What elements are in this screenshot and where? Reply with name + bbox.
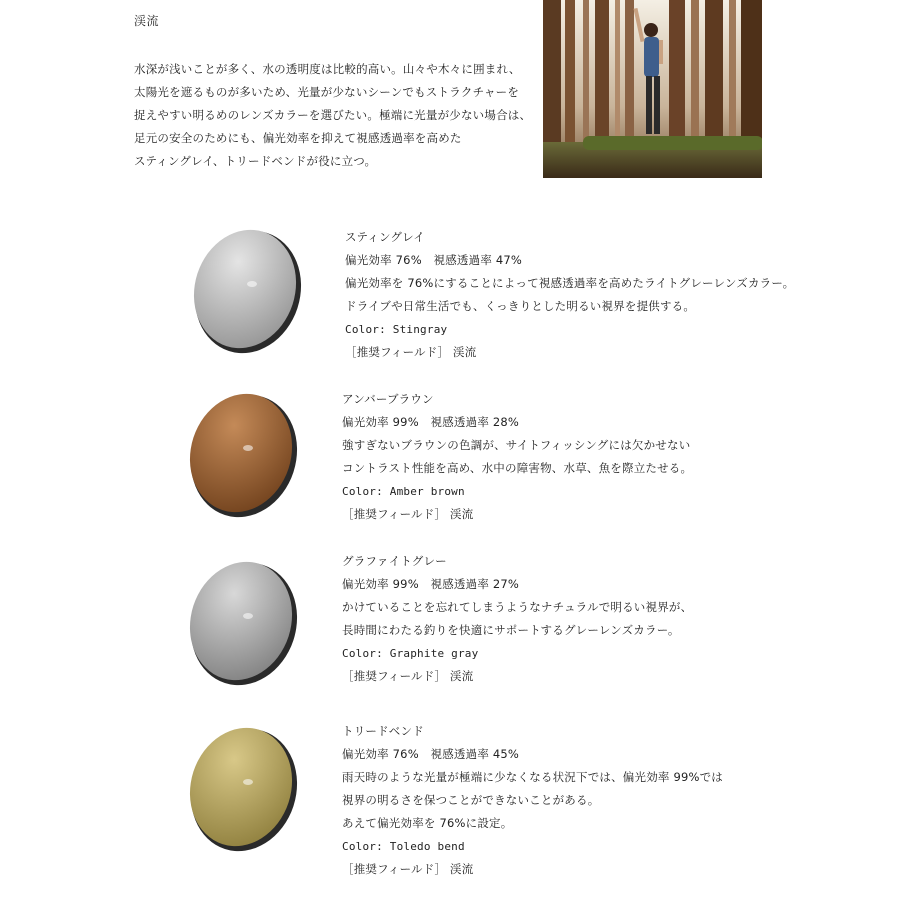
- lens-field: ［推奨フィールド］ 渓流: [342, 669, 474, 683]
- lens-specs: 偏光効率 99% 視感透過率 27%: [342, 577, 520, 591]
- lens-desc: 強すぎないブラウンの色調が、サイトフィッシングには欠かせない: [342, 438, 691, 452]
- intro-line: 太陽光を遮るものが多いため、光量が少ないシーンでもストラクチャーを: [134, 85, 520, 99]
- lens-stingray-icon: [190, 226, 302, 356]
- lens-specs: 偏光効率 99% 視感透過率 28%: [342, 415, 520, 429]
- lens-info-toledo-bend: [342, 720, 723, 881]
- lens-info-stingray: [345, 226, 794, 364]
- lens-desc: あえて偏光効率を 76%に設定。: [342, 816, 513, 830]
- lens-glare: [243, 779, 253, 785]
- lens-color: Color: Amber brown: [342, 485, 465, 498]
- lens-field: ［推奨フィールド］ 渓流: [345, 345, 477, 359]
- lens-glare: [243, 613, 253, 619]
- lens-field: ［推奨フィールド］ 渓流: [342, 862, 474, 876]
- lens-name: アンバーブラウン: [342, 392, 434, 406]
- lens-desc: かけていることを忘れてしまうようなナチュラルで明るい視界が、: [342, 600, 693, 614]
- intro-line: スティングレイ、トリードベンドが役に立つ。: [134, 154, 377, 168]
- lens-name: トリードベンド: [342, 724, 424, 738]
- lens-color: Color: Stingray: [345, 323, 448, 336]
- lens-desc: 長時間にわたる釣りを快適にサポートするグレーレンズカラー。: [342, 623, 680, 637]
- lens-glare: [243, 445, 253, 451]
- lens-graphite-gray-icon: [186, 558, 298, 688]
- forest-photo: [543, 0, 762, 178]
- lens-specs: 偏光効率 76% 視感透過率 45%: [342, 747, 520, 761]
- lens-desc: ドライブや日常生活でも、くっきりとした明るい視界を提供する。: [345, 299, 696, 313]
- intro-line: 足元の安全のためにも、偏光効率を抑えて視感透過率を高めた: [134, 131, 462, 145]
- lens-name: グラファイトグレー: [342, 554, 447, 568]
- intro-title: 渓流: [134, 14, 160, 28]
- lens-glare: [247, 281, 257, 287]
- lens-desc: 偏光効率を 76%にすることによって視感透過率を高めたライトグレーレンズカラー。: [345, 276, 795, 290]
- lens-field: ［推奨フィールド］ 渓流: [342, 507, 474, 521]
- intro-line: 捉えやすい明るめのレンズカラーを選びたい。極端に光量が少ない場合は、: [134, 108, 532, 122]
- lens-name: スティングレイ: [345, 230, 425, 244]
- lens-info-amber-brown: [342, 388, 692, 526]
- lens-color: Color: Toledo bend: [342, 840, 465, 853]
- lens-toledo-bend-icon: [186, 724, 298, 854]
- lens-specs: 偏光効率 76% 視感透過率 47%: [345, 253, 523, 267]
- intro-line: 水深が浅いことが多く、水の透明度は比較的高い。山々や木々に囲まれ、: [134, 62, 521, 76]
- lens-info-graphite-gray: [342, 550, 692, 688]
- lens-desc: コントラスト性能を高め、水中の障害物、水草、魚を際立たせる。: [342, 461, 693, 475]
- lens-desc: 視界の明るさを保つことができないことがある。: [342, 793, 600, 807]
- lens-amber-brown-icon: [186, 390, 298, 520]
- lens-color: Color: Graphite gray: [342, 647, 479, 660]
- lens-desc: 雨天時のような光量が極端に少なくなる状況下では、偏光効率 99%では: [342, 770, 724, 784]
- intro-body: [134, 58, 534, 173]
